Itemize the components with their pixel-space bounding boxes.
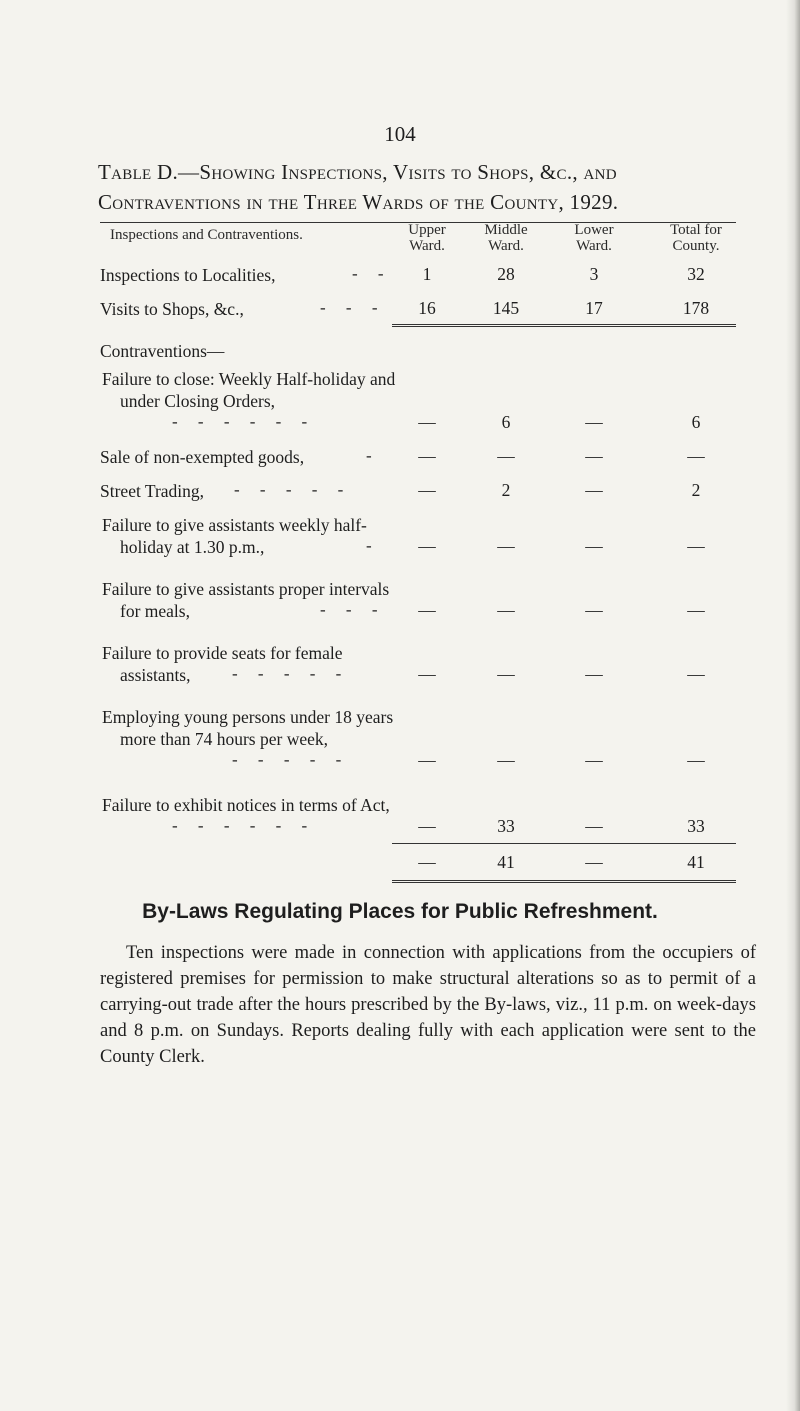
cell-total: —: [687, 536, 705, 556]
cell-upper: —: [418, 536, 436, 556]
cell-upper: —: [418, 480, 436, 500]
cell-lower: —: [585, 600, 603, 620]
contraventions-heading: Contraventions—: [100, 341, 225, 361]
cell-middle: 145: [492, 298, 520, 318]
leader-dashes: - - - - -: [232, 664, 350, 683]
header-lower-ward: Lower Ward.: [574, 222, 614, 254]
cell-middle: —: [497, 664, 515, 684]
cell-total: —: [687, 664, 705, 684]
cell-lower: —: [585, 446, 603, 466]
cell-total: 178: [682, 298, 710, 318]
cell-middle: 6: [501, 412, 511, 432]
cell-lower: —: [585, 664, 603, 684]
cell-middle: 28: [497, 264, 515, 284]
leader-dashes: - -: [352, 264, 392, 283]
cell-lower: —: [585, 412, 603, 432]
row-label: Visits to Shops, &c.,: [100, 299, 244, 319]
cell-upper: —: [418, 600, 436, 620]
leader-dashes: -: [366, 446, 380, 465]
cell-upper: —: [418, 412, 436, 432]
row-label: Failure to give assistants weekly half-holiday at 1.30 p.m.,: [102, 515, 367, 557]
byelaws-heading: By-Laws Regulating Places for Public Refreshment.: [142, 900, 658, 923]
cell-middle: —: [497, 600, 515, 620]
row-label: Sale of non-exempted goods,: [100, 447, 305, 467]
cell-total: —: [687, 446, 705, 466]
leader-dashes: - - - - - -: [172, 816, 316, 835]
page-edge-shadow: [786, 0, 800, 1411]
row-label: Failure to exhibit notices in terms of Act,: [102, 795, 390, 815]
header-middle-ward: Middle Ward.: [484, 222, 528, 254]
cell-total: —: [687, 600, 705, 620]
cell-middle: —: [497, 750, 515, 770]
cell-lower: —: [585, 480, 603, 500]
total-middle: 41: [497, 852, 515, 872]
cell-upper: —: [418, 750, 436, 770]
leader-dashes: - - - - - -: [172, 412, 316, 431]
summary-bottom-rule: [392, 324, 736, 327]
cell-middle: 33: [497, 816, 515, 836]
cell-upper: —: [418, 816, 436, 836]
caption-line-2: Contraventions in the Three Wards of the County, 1929.: [98, 190, 619, 214]
cell-total: 2: [691, 480, 701, 500]
leader-dashes: -: [366, 536, 380, 555]
cell-lower: —: [585, 536, 603, 556]
row-label: Inspections to Localities,: [100, 265, 276, 285]
leader-dashes: - - -: [320, 298, 386, 317]
cell-total: 32: [687, 264, 705, 284]
totals-bottom-rule: [392, 880, 736, 883]
cell-lower: —: [585, 816, 603, 836]
totals-top-rule: [392, 843, 736, 844]
total-county: 41: [687, 852, 705, 872]
cell-total: 6: [691, 412, 701, 432]
row-label: Street Trading,: [100, 481, 205, 501]
row-label: Failure to close: Weekly Half-holiday and under Closing Orders,: [102, 369, 396, 411]
header-total-county: Total for County.: [670, 222, 722, 254]
leader-dashes: - - - - -: [232, 750, 350, 769]
byelaws-paragraph: Ten inspections were made in connection with applications from the occupiers of registered premises for permission to make structural alterations so as to permit of a carrying-out trade after the hours prescribed by the By-laws, viz., 11 p.m. on week-days and 8 p.m. on Sundays. Reports dealing fully with each application were sent to the County Clerk.: [100, 943, 756, 1067]
row-label: Failure to give assistants proper intervals for meals,: [102, 579, 390, 621]
cell-lower: 17: [585, 298, 603, 318]
cell-middle: —: [497, 536, 515, 556]
cell-middle: 2: [501, 480, 511, 500]
row-label: Failure to provide seats for female assistants,: [102, 643, 343, 685]
cell-upper: 16: [418, 298, 436, 318]
page-number: 104: [384, 122, 416, 146]
row-label: Employing young persons under 18 years more than 74 hours per week,: [102, 707, 394, 749]
caption-line-1: Table D.—Showing Inspections, Visits to Shops, &c., and: [98, 160, 617, 184]
total-lower: —: [585, 852, 603, 872]
cell-lower: —: [585, 750, 603, 770]
cell-total: —: [687, 750, 705, 770]
leader-dashes: - - - - -: [234, 480, 352, 499]
cell-upper: 1: [422, 264, 432, 284]
cell-lower: 3: [589, 264, 599, 284]
header-label: Inspections and Contraventions.: [110, 227, 303, 243]
cell-upper: —: [418, 664, 436, 684]
cell-upper: —: [418, 446, 436, 466]
cell-middle: —: [497, 446, 515, 466]
leader-dashes: - - -: [320, 600, 386, 619]
cell-total: 33: [687, 816, 705, 836]
header-upper-ward: Upper Ward.: [408, 222, 446, 254]
table-caption: [98, 157, 758, 217]
total-upper: —: [418, 852, 436, 872]
